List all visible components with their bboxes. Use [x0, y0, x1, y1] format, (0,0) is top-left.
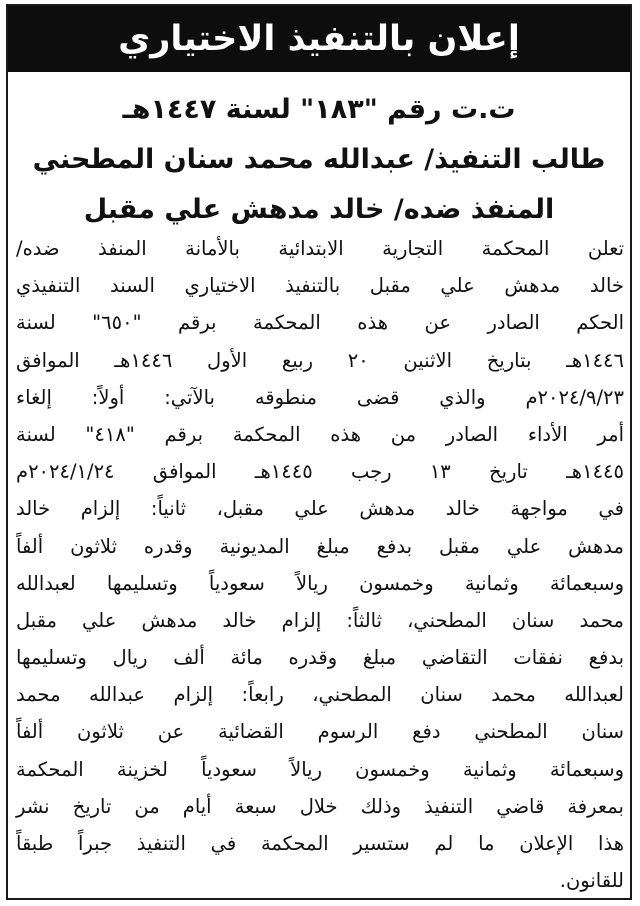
notice-title: إعلان بالتنفيذ الاختياري — [118, 19, 520, 59]
body-line: بمعرفة قاضي التنفيذ وذلك خلال سبعة أيام من تاريخ نشر — [16, 794, 624, 818]
body-line: وسبعمائة وثمانية وخمسون ريالاً سعودياً وتسليمها لعبدالله — [16, 571, 624, 595]
body-line: وسبعمائة وثمانية وخمسون ريالاً سعودياً لخزينة المحكمة — [16, 757, 624, 781]
body-line: مدهش علي مقبل بدفع مبلغ المديونية وقدره ثلاثون ألفاً — [16, 534, 624, 558]
body-line: خالد مدهش علي مقبل بالتنفيذ الاختياري السند التنفيذي — [16, 274, 624, 298]
notice-body — [16, 230, 624, 899]
body-line: محمد سنان المطحني، ثالثاً: إلزام خالد مدهش علي مقبل — [16, 608, 624, 632]
body-line: في مواجهة خالد مدهش علي مقبل، ثانياً: إلزام خالد — [16, 497, 624, 521]
defendant-heading: المنفذ ضده/ خالد مدهش علي مقبل — [83, 194, 555, 225]
case-number-heading: ت.ت رقم "١٨٣" لسنة ١٤٤٧هـ — [122, 94, 516, 125]
body-line: سنان المطحني دفع الرسوم القضائية عن ثلاثون ألفاً — [16, 720, 624, 744]
execution-requester-heading: طالب التنفيذ/ عبدالله محمد سنان المطحني — [32, 144, 606, 175]
body-line: ١٤٤٥هـ تاريخ ١٣ رجب ١٤٤٥هـ الموافق ٢٠٢٤/١/٢٤م — [16, 460, 625, 484]
body-line: بدفع نفقات التقاضي مبلغ وقدره مائة ألف ريال وتسليمها — [16, 646, 624, 670]
body-line: أمر الأداء الصادر من هذه المحكمة برقم "٤١٨" لسنة — [16, 422, 625, 446]
body-line: الحكم الصادر عن هذه المحكمة برقم "٦٥٠" لسنة — [16, 311, 624, 335]
body-line: لعبدالله محمد سنان المطحني، رابعاً: إلزام عبدالله محمد — [16, 683, 624, 707]
body-line: ٢٠٢٤/٩/٢٣م والذي قضى منطوقه بالآتي: أولاً: إلغاء — [16, 385, 624, 409]
execution-notice — [6, 4, 632, 900]
body-line: ١٤٤٦هـ بتاريخ الاثنين ٢٠ ربيع الأول ١٤٤٦هـ الموافق — [16, 348, 625, 372]
notice-title-bar — [8, 6, 630, 72]
body-line: تعلن المحكمة التجارية الابتدائية بالأمانة المنفذ ضده/ — [16, 237, 624, 260]
body-line: هذا الإعلان ما لم ستسير المحكمة في التنفيذ جبراً طبقاً — [16, 832, 624, 855]
body-line-last: للقانون. — [559, 869, 624, 893]
